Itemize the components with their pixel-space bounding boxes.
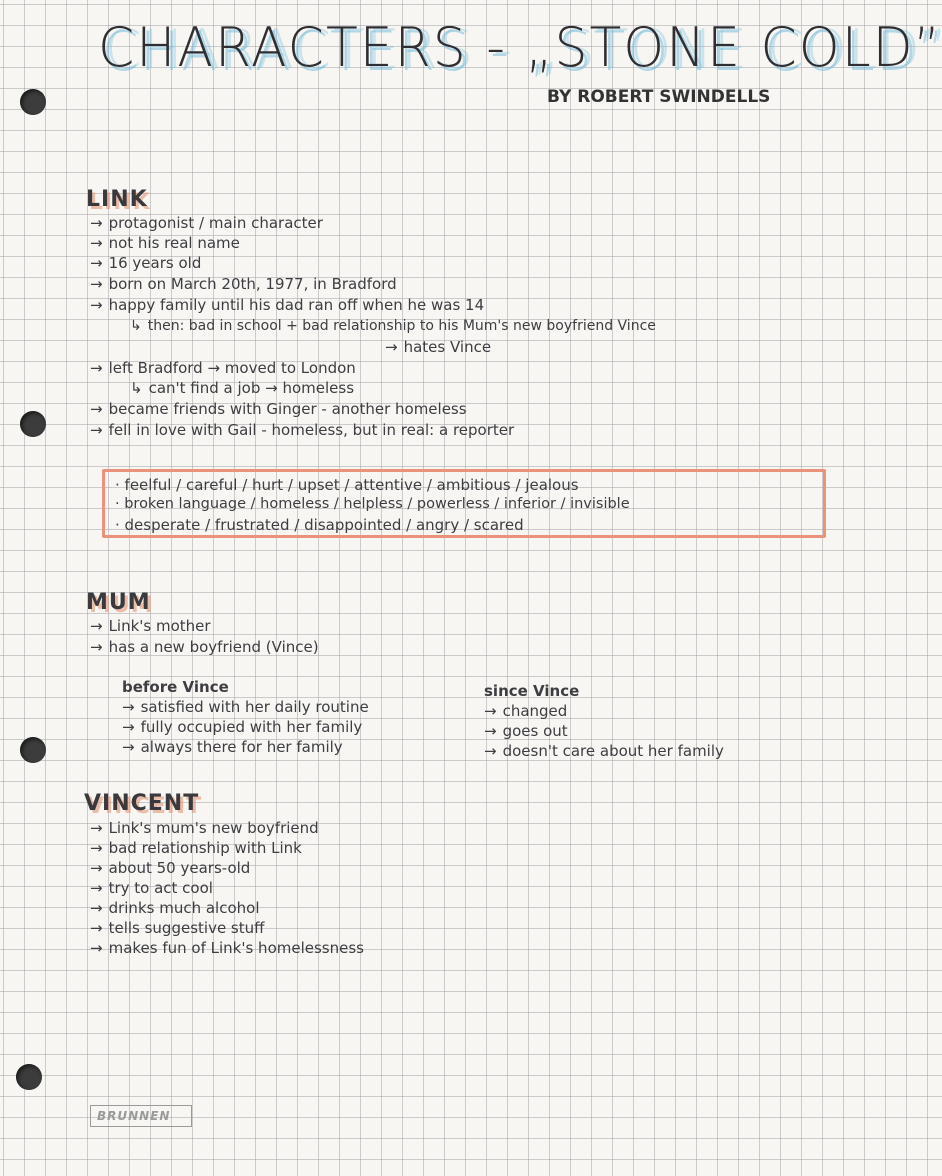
arrow-icon: →: [90, 919, 103, 937]
list-item: → doesn't care about her family: [484, 742, 724, 760]
list-item: → drinks much alcohol: [90, 899, 260, 917]
arrow-icon: →: [90, 359, 103, 377]
arrow-icon: →: [122, 718, 135, 736]
arrow-icon: →: [90, 421, 103, 439]
list-item: → bad relationship with Link: [90, 839, 302, 857]
list-item: → Link's mother: [90, 617, 211, 635]
arrow-icon: →: [90, 899, 103, 917]
page-subtitle: BY ROBERT SWINDELLS: [547, 87, 771, 107]
sub-list-item: ↳ then: bad in school + bad relationship to his Mum's new boyfriend Vince: [130, 318, 656, 334]
arrow-icon: →: [90, 617, 103, 635]
arrow-icon: →: [90, 819, 103, 837]
arrow-icon: →: [90, 254, 103, 272]
arrow-icon: →: [484, 702, 497, 720]
list-item: → fully occupied with her family: [122, 718, 363, 736]
arrow-icon: →: [484, 722, 497, 740]
list-item: → about 50 years-old: [90, 859, 251, 877]
list-item: → tells suggestive stuff: [90, 919, 265, 937]
list-item: → Link's mum's new boyfriend: [90, 819, 319, 837]
arrow-icon: →: [90, 234, 103, 252]
list-item: → has a new boyfriend (Vince): [90, 638, 319, 656]
sub-arrow-icon: ↳: [130, 318, 142, 334]
arrow-icon: →: [122, 698, 135, 716]
sub-list-item: → hates Vince: [385, 338, 492, 356]
punch-hole: [16, 1064, 42, 1090]
list-item: → fell in love with Gail - homeless, but in real: a reporter: [90, 421, 515, 439]
section-heading-vincent: VINCENT: [84, 791, 200, 816]
arrow-icon: →: [90, 275, 103, 293]
brand-logo: BRUNNEN: [90, 1105, 192, 1127]
list-item: → not his real name: [90, 234, 240, 252]
punch-hole: [20, 89, 46, 115]
arrow-icon: →: [90, 839, 103, 857]
arrow-icon: →: [90, 214, 103, 232]
list-item: → 16 years old: [90, 254, 202, 272]
list-item: → became friends with Ginger - another homeless: [90, 400, 467, 418]
sub-arrow-icon: ↳: [130, 379, 143, 397]
arrow-icon: →: [90, 859, 103, 877]
list-item: → try to act cool: [90, 879, 213, 897]
list-item: → changed: [484, 702, 568, 720]
adjectives-line: · desperate / frustrated / disappointed / angry / scared: [115, 516, 524, 534]
since-vince-heading: since Vince: [484, 682, 580, 700]
arrow-icon: →: [90, 296, 103, 314]
page-title: CHARACTERS - „STONE COLD”: [98, 16, 942, 80]
before-vince-heading: before Vince: [122, 678, 229, 696]
adjectives-line: · feelful / careful / hurt / upset / attentive / ambitious / jealous: [115, 476, 579, 494]
list-item: → goes out: [484, 722, 568, 740]
sub-list-item: ↳ can't find a job → homeless: [130, 379, 355, 397]
punch-hole: [20, 411, 46, 437]
list-item: → satisfied with her daily routine: [122, 698, 369, 716]
arrow-icon: →: [385, 338, 398, 356]
list-item: → always there for her family: [122, 738, 343, 756]
list-item: → makes fun of Link's homelessness: [90, 939, 364, 957]
list-item: → protagonist / main character: [90, 214, 323, 232]
section-heading-link: LINK: [86, 187, 148, 212]
list-item: → left Bradford → moved to London: [90, 359, 356, 377]
punch-hole: [20, 737, 46, 763]
arrow-icon: →: [90, 400, 103, 418]
arrow-icon: →: [90, 939, 103, 957]
adjectives-line: · broken language / homeless / helpless / powerless / inferior / invisible: [115, 496, 630, 512]
arrow-icon: →: [90, 879, 103, 897]
arrow-icon: →: [122, 738, 135, 756]
list-item: → happy family until his dad ran off when he was 14: [90, 296, 485, 314]
adjectives-box: [102, 469, 826, 538]
section-heading-mum: MUM: [86, 590, 151, 615]
arrow-icon: →: [484, 742, 497, 760]
list-item: → born on March 20th, 1977, in Bradford: [90, 275, 397, 293]
arrow-icon: →: [90, 638, 103, 656]
